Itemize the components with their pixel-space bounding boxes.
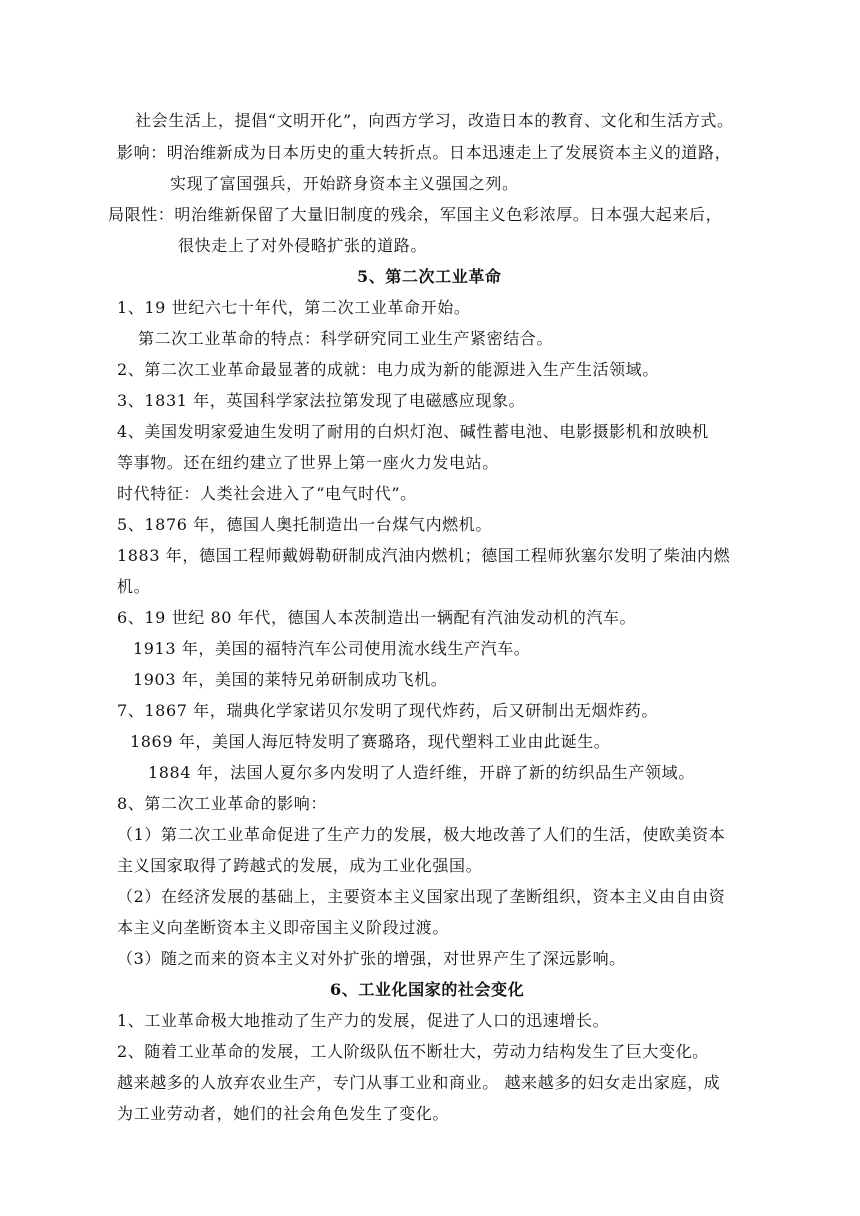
list-item: 1913 年，美国的福特汽车公司使用流水线生产汽车。	[133, 639, 531, 658]
list-item: 1903 年，美国的莱特兄弟研制成功飞机。	[133, 670, 448, 689]
list-item: 2、随着工业革命的发展，工人阶级队伍不断壮大，劳动力结构发生了巨大变化。	[117, 1042, 709, 1061]
paragraph-influence-cont: 实现了富国强兵，开始跻身资本主义强国之列。	[170, 174, 519, 193]
paragraph-limitation: 局限性：明治维新保留了大量旧制度的残余，军国主义色彩浓厚。日本强大起来后，	[108, 205, 723, 224]
list-item: 主义国家取得了跨越式的发展，成为工业化强国。	[117, 856, 483, 875]
list-item: （1）第二次工业革命促进了生产力的发展，极大地改善了人们的生活，使欧美资本	[117, 825, 726, 844]
list-item: 7、1867 年，瑞典化学家诺贝尔发明了现代炸药，后又研制出无烟炸药。	[117, 701, 658, 720]
list-item: （2）在经济发展的基础上，主要资本主义国家出现了垄断组织，资本主义由自由资	[117, 887, 726, 906]
list-item: 越来越多的人放弃农业生产，专门从事工业和商业。 越来越多的妇女走出家庭，成	[117, 1073, 721, 1092]
list-item: 2、第二次工业革命最显著的成就：电力成为新的能源进入生产生活领域。	[117, 360, 659, 379]
paragraph-limitation-cont: 很快走上了对外侵略扩张的道路。	[178, 236, 428, 255]
paragraph-influence: 影响：明治维新成为日本历史的重大转折点。日本迅速走上了发展资本主义的道路，	[117, 143, 732, 162]
list-item: 机。	[117, 577, 151, 596]
section-heading-second-industrial-revolution: 5、第二次工业革命	[357, 267, 502, 286]
list-item: 1、19 世纪六七十年代，第二次工业革命开始。	[117, 298, 471, 317]
list-item: 本主义向垄断资本主义即帝国主义阶段过渡。	[117, 918, 450, 937]
list-item: （3）随之而来的资本主义对外扩张的增强，对世界产生了深远影响。	[117, 949, 626, 968]
list-item: 4、美国发明家爱迪生发明了耐用的白炽灯泡、碱性蓄电池、电影摄影机和放映机	[117, 422, 709, 441]
list-item: 1869 年，美国人海厄特发明了赛璐珞，现代塑料工业由此诞生。	[130, 732, 611, 751]
list-item: 5、1876 年，德国人奥托制造出一台煤气内燃机。	[117, 515, 492, 534]
section-heading-social-change: 6、工业化国家的社会变化	[330, 980, 525, 999]
list-item: 1884 年，法国人夏尔多内发明了人造纤维，开辟了新的纺织品生产领域。	[148, 763, 695, 782]
list-item: 1、工业革命极大地推动了生产力的发展，促进了人口的迅速增长。	[117, 1011, 610, 1030]
list-item: 等事物。还在纽约建立了世界上第一座火力发电站。	[117, 453, 499, 472]
list-item: 3、1831 年，英国科学家法拉第发现了电磁感应现象。	[117, 391, 526, 410]
paragraph-social-life: 社会生活上，提倡“文明开化”，向西方学习，改造日本的教育、文化和生活方式。	[135, 111, 734, 130]
list-item: 6、19 世纪 80 年代，德国人本茨制造出一辆配有汽油发动机的汽车。	[117, 608, 637, 627]
list-item: 8、第二次工业革命的影响：	[117, 794, 327, 813]
list-item: 时代特征：人类社会进入了“电气时代”。	[117, 484, 417, 503]
list-item: 为工业劳动者，她们的社会角色发生了变化。	[117, 1104, 450, 1123]
list-item: 第二次工业革命的特点：科学研究同工业生产紧密结合。	[138, 329, 554, 348]
list-item: 1883 年，德国工程师戴姆勒研制成汽油内燃机；德国工程师狄塞尔发明了柴油内燃	[117, 546, 731, 565]
